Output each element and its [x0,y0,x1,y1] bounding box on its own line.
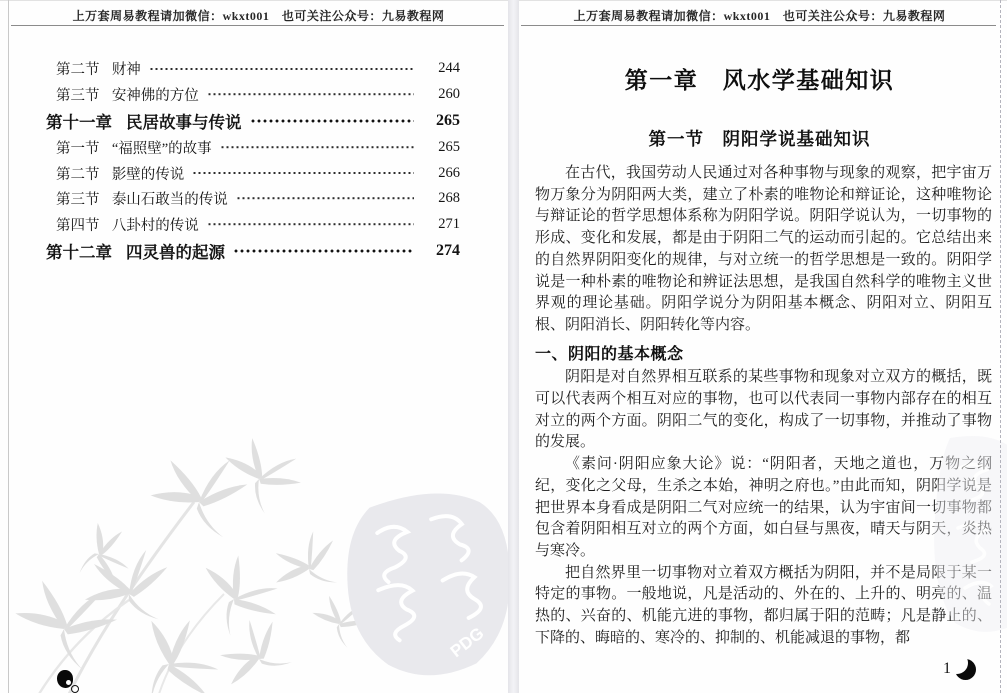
toc-section-entry [46,211,460,237]
toc-dot-leader [191,166,414,181]
toc-section-entry [46,186,460,212]
toc-dot-leader [219,140,414,155]
toc-entry-title: 泰山石敢当的传说 [111,192,228,209]
toc-section-entry [46,160,460,186]
toc-entry-page: 274 [436,241,460,259]
toc-entry-page: 265 [436,111,460,129]
toc-entry-prefix: 第十二章 [46,242,112,262]
toc-entry-page: 268 [438,190,460,207]
watermark-label: PDG [446,623,488,662]
toc-dot-leader [206,217,414,232]
section-title: 第一节 阴阳学说基础知识 [648,129,871,149]
toc-chapter-entry [46,107,460,135]
toc-section-entry [46,56,460,82]
toc-entry-prefix: 第一节 [56,140,100,157]
running-head-left: 上万套周易教程请加微信：wkxt001 也可关注公众号：九易教程网 [72,9,445,23]
body-paragraph: 《素问·阴阳应象大论》说：“阴阳者，天地之道也，万物之纲纪，变化之父母，生杀之本始，神明之府也。”由此而知，阴阳学说是把世界本身看成是阴阳二气对应统一的结果，认为宇宙间一切事物都包含着阴阳相互对立的两个方面，如白昼与黑夜，晴天与阴天，炎热与寒冷。 [535,456,992,559]
running-head-right: 上万套周易教程请加微信：wkxt001 也可关注公众号：九易教程网 [573,9,946,23]
toc-entry-title: 四灵兽的起源 [126,242,226,262]
body-paragraph: 在古代，我国劳动人民通过对各种事物与现象的观察，把宇宙万物万象分为阴阳两大类，建立了朴素的唯物论和辩证论，这种唯物论与辩证论的哲学思想体系称为阴阳学说。阴阳学说认为，一切事物的形成、变化和发展，都是由于阴阳二气的运动而引起的。它总结出来的自然界阴阳变化的规律，与对立统一的哲学思想是一致的。阴阳学说是一种朴素的唯物论和辨证法思想，是我国自然科学的唯物主义世界观的理论基础。阴阳学说分为阴阳基本概念、阴阳对立、阴阳互根、阴阳消长、阴阳转化等内容。 [535,165,992,333]
toc-dot-leader [148,62,414,77]
toc-entry-title: “福照壁”的故事 [111,140,212,157]
scan-left-edge [8,0,9,693]
toc-entry-page: 265 [438,138,460,155]
toc-entry-page: 266 [438,164,460,181]
pdg-watermark [338,490,518,680]
toc-entry-title: 影壁的传说 [111,166,185,183]
toc-entry-page: 244 [438,60,460,77]
pdg-watermark-faint [930,428,1007,648]
body-text [535,163,992,649]
toc-chapter-entry [46,237,460,265]
toc-entry-prefix: 第四节 [56,217,100,234]
scan-right-dashed-edge [1000,0,1001,693]
page-gutter [508,0,519,693]
toc-entry-prefix: 第三节 [56,192,100,209]
right-page [519,0,1000,693]
toc-entry-page: 260 [438,85,460,102]
toc-dot-leader [249,113,414,130]
toc-entry-page: 271 [438,215,460,232]
toc-dot-leader [235,191,414,206]
toc-entry-title: 财神 [111,62,141,79]
toc-section-entry [46,82,460,108]
toc-entry-prefix: 第十一章 [46,112,112,132]
toc-dot-leader [206,87,414,102]
page-number-area [943,657,977,681]
body-subheading: 一、阴阳的基本概念 [535,345,684,363]
toc-entry-prefix: 第三节 [56,87,100,104]
ink-blot [55,668,89,693]
body-paragraph: 阴阳是对自然界相互联系的某些事物和现象对立双方的概括，既可以代表两个相互对应的事物，也可以代表同一事物内部存在的相互对立的两个方面。阴阳二气的变化，构成了一切事物，并推动了事物的发展。 [535,369,992,451]
toc-entry-title: 八卦村的传说 [111,217,199,234]
toc-entry-prefix: 第二节 [56,166,100,183]
chapter-title: 第一章 风水学基础知识 [624,68,895,93]
body-paragraph: 把自然界里一切事物对立着双方概括为阴阳，并不是局限于某一特定的事物。一般地说，凡是活动的、外在的、上升的、明亮的、温热的、兴奋的、机能亢进的事物，都归属于阳的范畴；凡是静止的、下降的、晦暗的、寒冷的、抑制的、机能减退的事物，都 [535,564,992,646]
toc-entry-title: 安神佛的方位 [111,87,199,104]
toc-entry-prefix: 第二节 [56,62,100,79]
running-head-rule-left [11,25,504,26]
page-number: 1 [943,660,951,677]
toc-dot-leader [232,243,414,260]
toc-entry-title: 民居故事与传说 [126,112,242,132]
bamboo-illustration [9,424,369,693]
page-curl-icon [953,657,977,681]
toc-section-entry [46,135,460,161]
table-of-contents [46,56,460,265]
running-head-rule-right [521,25,996,26]
